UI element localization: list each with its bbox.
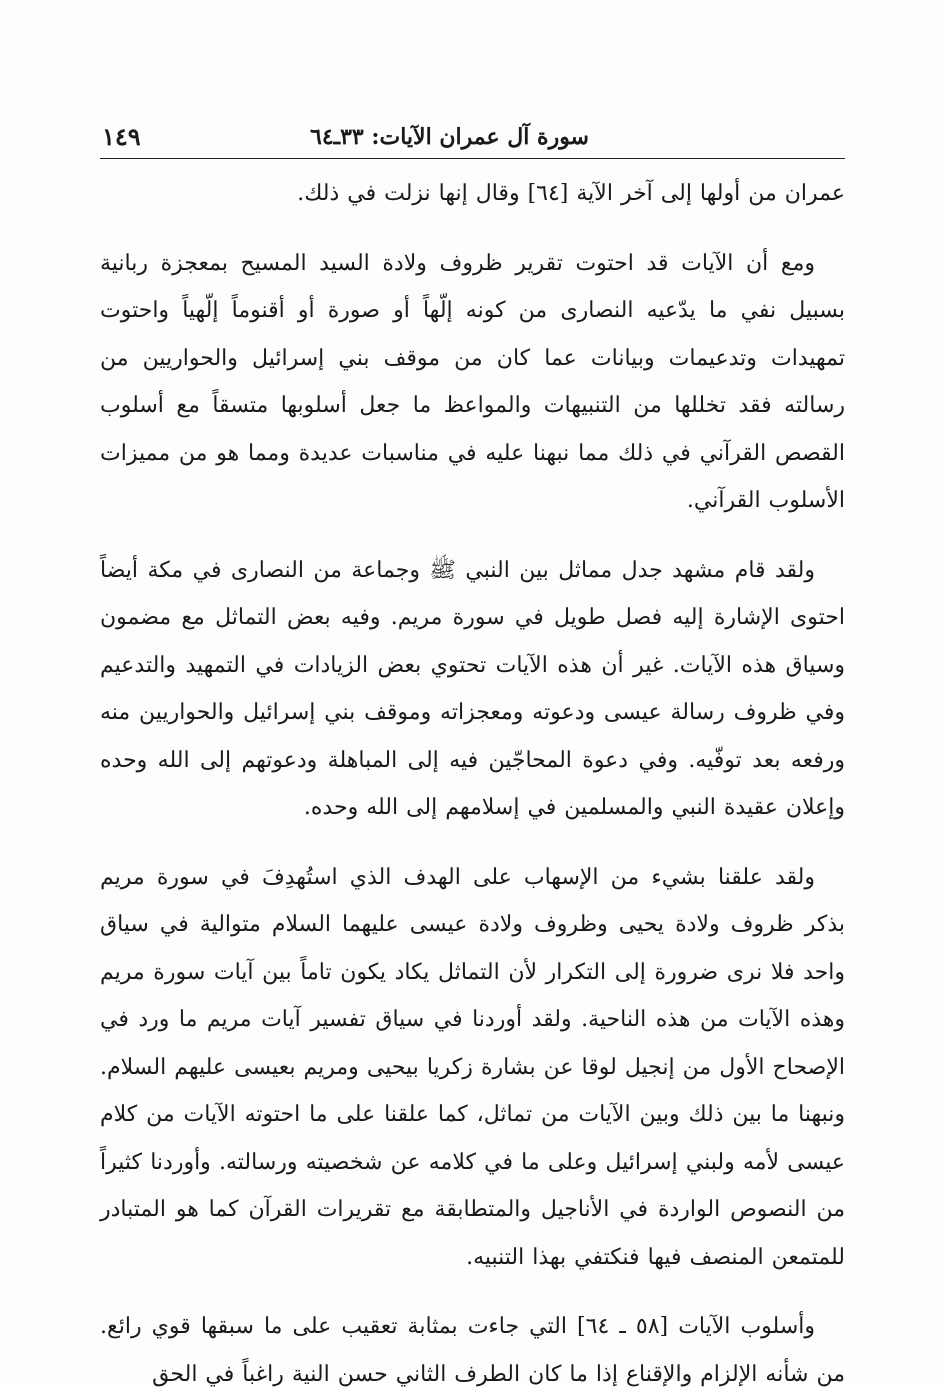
body-text: [100, 170, 845, 1398]
running-header: [100, 118, 845, 158]
paragraph: ولقد علقنا بشيء من الإسهاب على الهدف الذي استُهدِفَ في سورة مريم بذكر ظروف ولادة يحيى وظروف ولادة عيسى عليهما السلام متوالية في سياق واحد فلا نرى ضرورة إلى التكرار لأن التماثل يكاد يكون تاماً بين آيات سورة مريم وهذه الآيات من هذه الناحية. ولقد أوردنا في سياق تفسير آيات مريم ما ورد في الإصحاح الأول من إنجيل لوقا عن بشارة زكريا بيحيى ومريم بعيسى عليهم السلام. ونبهنا ما بين ذلك وبين الآيات من تماثل، كما علقنا على ما احتوته الآيات من كلام عيسى لأمه ولبني إسرائيل وعلى ما في كلامه عن شخصيته ورسالته. وأوردنا كثيراً من النصوص الواردة في الأناجيل والمتطابقة مع تقريرات القرآن كما هو المتبادر للمتمعن المنصف فيها فنكتفي بهذا التنبيه.: [100, 864, 845, 1270]
paragraph-continuation: عمران من أولها إلى آخر الآية [٦٤] وقال إنها نزلت في ذلك.: [297, 181, 845, 206]
header-divider: [100, 158, 845, 159]
page-number: ١٤٩: [102, 122, 141, 151]
chapter-title: سورة آل عمران الآيات: ٣٣ـ٦٤: [310, 124, 589, 150]
paragraph: وأسلوب الآيات [٥٨ ـ ٦٤] التي جاءت بمثابة تعقيب على ما سبقها قوي رائع. من شأنه الإلزام والإقناع إذا ما كان الطرف الثاني حسن النية راغباً في الحق: [100, 1314, 845, 1387]
paragraph: ومع أن الآيات قد احتوت تقرير ظروف ولادة السيد المسيح بمعجزة ربانية بسبيل نفي ما يدّعيه النصارى من كونه إلّهاً أو صورة أو أقنوماً إلّهياً واحتوت تمهيدات وتدعيمات وبيانات عما كان من موقف بني إسرائيل والحواريين من رسالته فقد تخللها من التنبيهات والمواعظ ما جعل أسلوبها متسقاً مع أسلوب القصص القرآني في ذلك مما نبهنا عليه في مناسبات عديدة ومما هو من مميزات الأسلوب القرآني.: [100, 250, 845, 513]
paragraph: ولقد قام مشهد جدل مماثل بين النبي ﷺ وجماعة من النصارى في مكة أيضاً احتوى الإشارة إليه فصل طويل في سورة مريم. وفيه بعض التماثل مع مضمون وسياق هذه الآيات. غير أن هذه الآيات تحتوي بعض الزيادات في التمهيد والتدعيم وفي ظروف رسالة عيسى ودعوته ومعجزاته وموقف بني إسرائيل والحواريين منه ورفعه بعد توفّيه. وفي دعوة المحاجّين فيه إلى المباهلة ودعوتهم إلى الله وحده وإعلان عقيدة النبي والمسلمين في إسلامهم إلى الله وحده.: [100, 557, 845, 820]
